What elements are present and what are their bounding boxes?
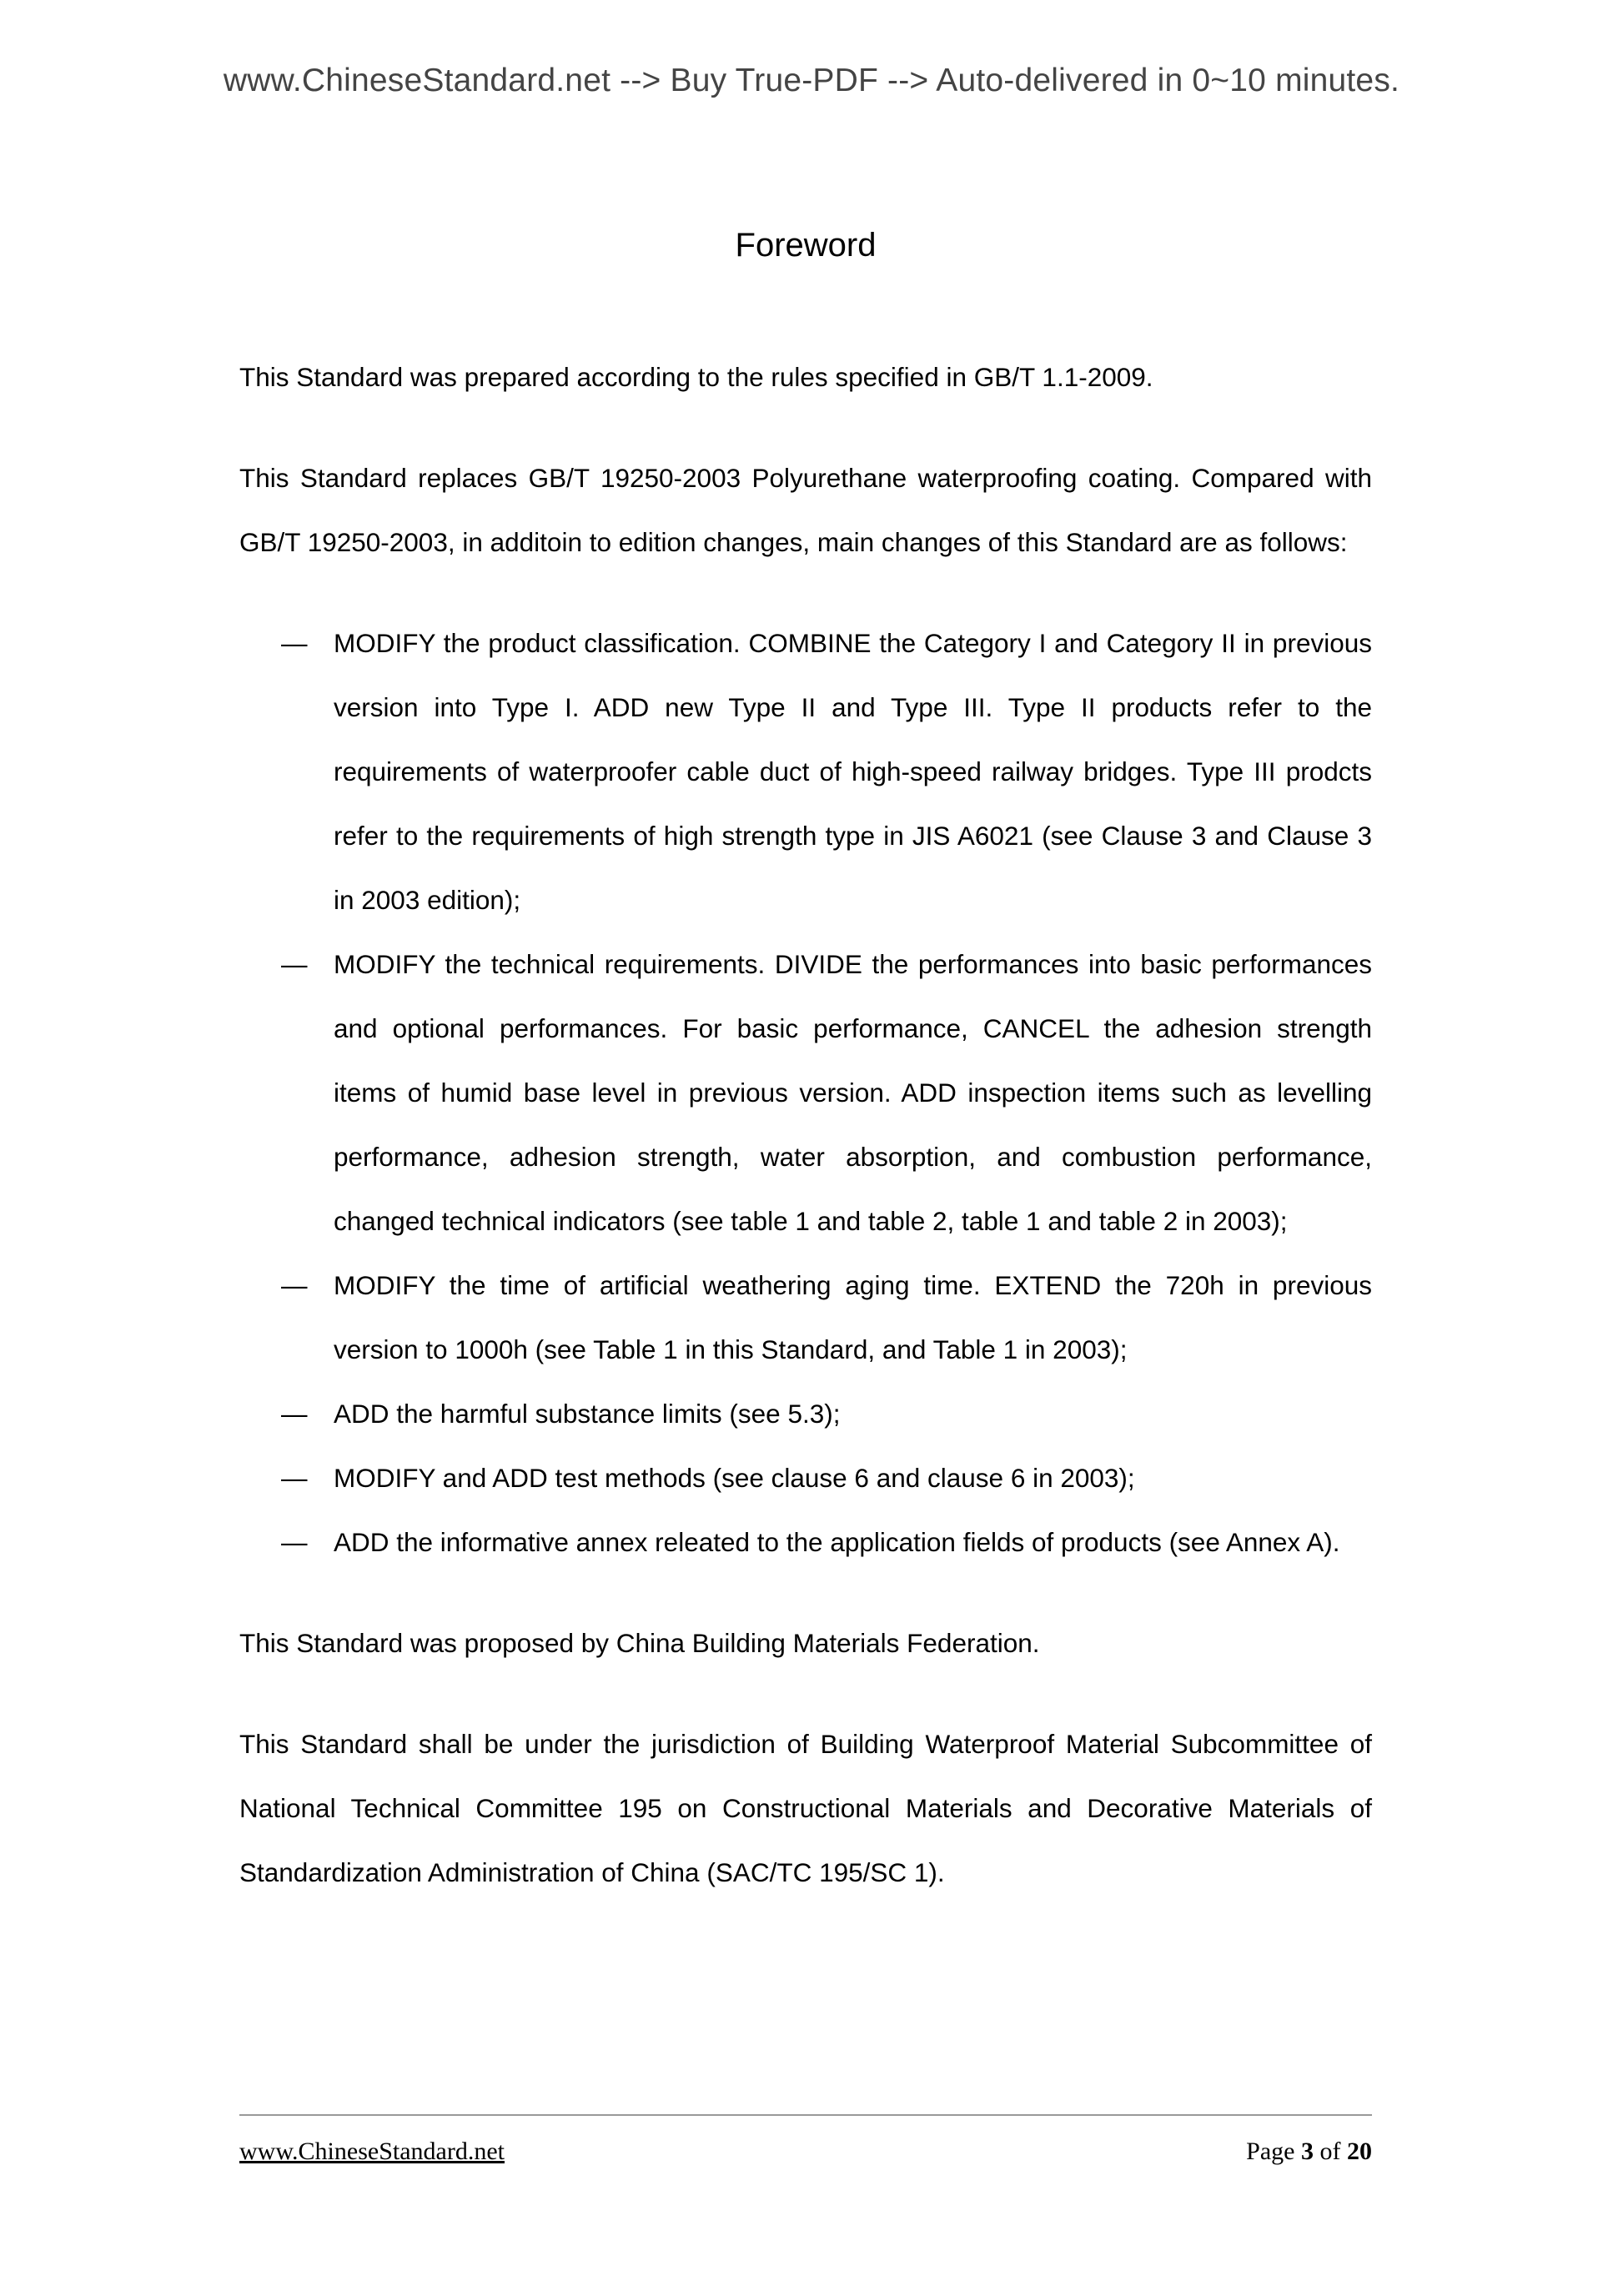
footer-site-link[interactable]: www.ChineseStandard.net (239, 2138, 505, 2165)
paragraph-prepared-according: This Standard was prepared according to the rules specified in GB/T 1.1-2009. (239, 362, 1153, 392)
em-dash-icon: — (281, 1399, 308, 1429)
list-item-text: MODIFY the product classification. COMBINE the Category I and Category II in previous version into Type I. ADD new Type II and Type III. Type II products refer to the requirements of waterproofer cable duct of high-speed railway bridges. Type III prodcts refer to the requirements of high strength type in JIS A6021 (see Clause 3 and Clause 3 in 2003 edition); (334, 628, 1372, 915)
paragraph-replaces-standard: This Standard replaces GB/T 19250-2003 Polyurethane waterproofing coating. Compared with GB/T 19250-2003, in additoin to edition changes, main changes of this Standard are as follows: (239, 463, 1372, 557)
paragraph-jurisdiction: This Standard shall be under the jurisdiction of Building Waterproof Material Subcommittee of National Technical Committee 195 on Constructional Materials and Decorative Materials of Standardization Administration of China (SAC/TC 195/SC 1). (239, 1729, 1372, 1887)
page-title: Foreword (735, 227, 877, 264)
list-item (239, 1254, 1372, 1382)
list-item (239, 1510, 1372, 1575)
page-number-total: 20 (1347, 2138, 1372, 2165)
em-dash-icon: — (281, 1463, 308, 1493)
footer-row (239, 2138, 1372, 2166)
list-item (239, 611, 1372, 932)
em-dash-icon: — (281, 949, 308, 979)
em-dash-icon: — (281, 1527, 308, 1557)
promo-header-text: www.ChineseStandard.net --> Buy True-PDF --> Auto-delivered in 0~10 minutes. (223, 63, 1400, 98)
paragraph-proposed-by: This Standard was proposed by China Building Materials Federation. (239, 1628, 1040, 1658)
page-label: Page (1246, 2138, 1295, 2165)
list-item-text: MODIFY the technical requirements. DIVIDE the performances into basic performances and optional performances. For basic performance, CANCEL the adhesion strength items of humid base level in previous version. ADD inspection items such as levelling performance, adhesion strength, water absorption, and combustion performance, changed technical indicators (see table 1 and table 2, table 1 and table 2 in 2003); (334, 949, 1372, 1236)
em-dash-icon: — (281, 628, 308, 658)
list-item (239, 932, 1372, 1254)
em-dash-icon: — (281, 1270, 308, 1300)
list-item-text: MODIFY the time of artificial weathering aging time. EXTEND the 720h in previous version to 1000h (see Table 1 in this Standard, and Table 1 in 2003); (334, 1270, 1372, 1364)
list-item-text: ADD the informative annex releated to the application fields of products (see Annex A). (334, 1527, 1340, 1557)
document-content (239, 225, 1372, 1942)
list-item (239, 1382, 1372, 1446)
page-of-label: of (1319, 2138, 1341, 2165)
list-item-text: ADD the harmful substance limits (see 5.3); (334, 1399, 841, 1429)
page-number-indicator (1246, 2138, 1372, 2166)
list-item-text: MODIFY and ADD test methods (see clause 6 and clause 6 in 2003); (334, 1463, 1135, 1493)
page-footer (239, 2114, 1372, 2166)
change-list (239, 611, 1372, 1575)
page-number-current: 3 (1301, 2138, 1314, 2165)
list-item (239, 1446, 1372, 1510)
footer-divider (239, 2114, 1372, 2116)
